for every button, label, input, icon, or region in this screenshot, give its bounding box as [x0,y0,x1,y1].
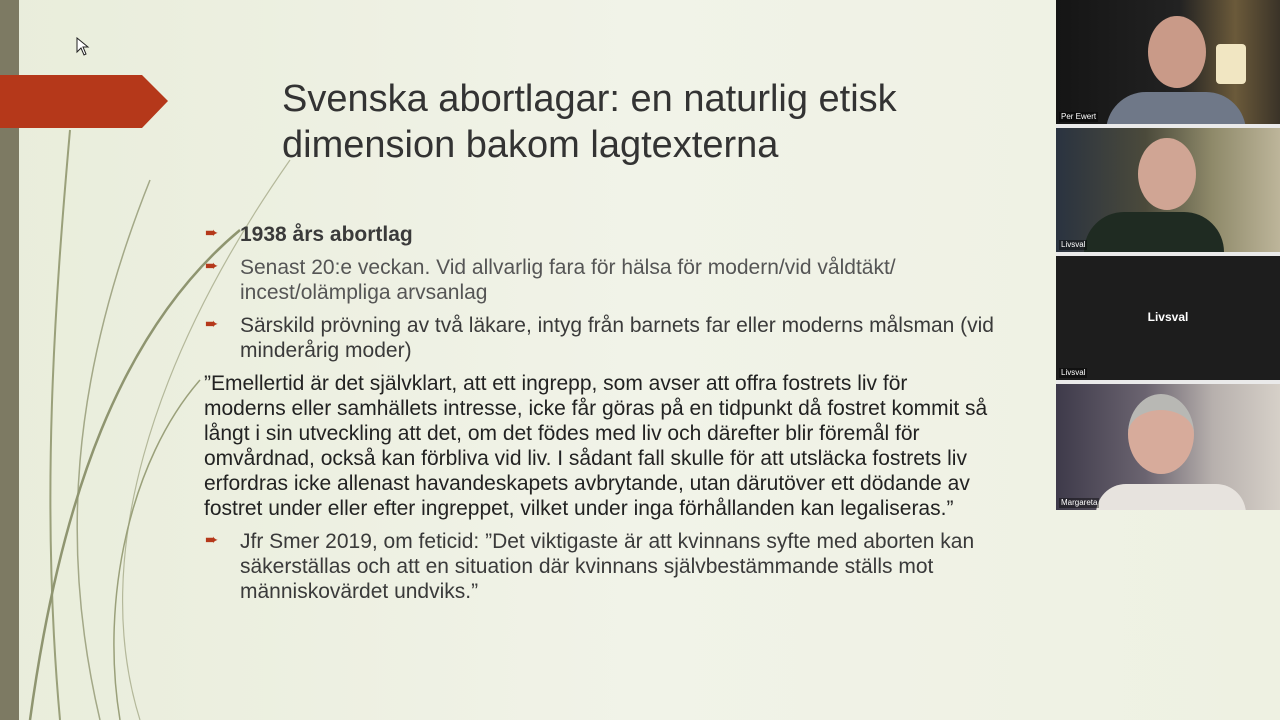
bullet-line: Särskild prövning av två läkare, intyg från barnets far eller moderns målsman (vid [240,314,994,337]
participant-tile[interactable] [1056,256,1280,380]
participant-name: Livsval [1061,240,1086,249]
participant-video [1128,394,1194,474]
bullet-line: Senast 20:e veckan. Vid allvarlig fara för hälsa för modern/vid våldtäkt/ [240,256,896,279]
quote-line: långt i sin utveckling att det, om det födes med liv och därefter blir föremål för [204,422,920,445]
title-arrow-shape [0,75,168,128]
quote-line: fostret under eller efter ingreppet, vilket under inga förhållanden kan legaliseras.” [204,497,954,520]
slide-title [282,76,1042,168]
bullet-item [204,529,1270,604]
participant-center-label: Livsval [1147,310,1189,324]
bullet-arrow-icon: ➨ [205,258,219,275]
participant-name: Margareta [1061,498,1098,507]
bullet-line: säkerställas och att en situation där kvinnans självbestämmande ställs mot [240,555,934,578]
participant-video [1148,16,1206,88]
quote-line: omvårdnad, också kan förbliva vid liv. I sådant fall skulle för att utsläcka fostrets liv [204,447,967,470]
participant-name: Per Ewert [1061,112,1097,121]
bullet-line: 1938 års abortlag [240,223,413,246]
quote-line: erfordras icke allenast havandeskapets avbrytande, utan därutöver ett dödande av [204,472,970,495]
participant-name: Livsval [1061,368,1086,377]
mouse-cursor-icon [76,37,90,57]
bullet-line: människovärdet undviks.” [240,580,479,603]
quote-line: ”Emellertid är det självklart, att ett ingrepp, som avser att offra fostrets liv för [204,372,908,395]
participant-video-body [1096,484,1246,510]
participant-tile[interactable] [1056,128,1280,252]
quote-line: moderns eller samhällets intresse, icke får göras på en tidpunkt då fostret kommit så [204,397,988,420]
bullet-arrow-icon: ➨ [205,532,219,549]
bullet-line: Jfr Smer 2019, om feticid: ”Det viktigaste är att kvinnans syfte med aborten kan [240,530,975,553]
title-line: dimension bakom lagtexterna [282,124,779,166]
bullet-line: minderårig moder) [240,339,412,362]
bullet-arrow-icon: ➨ [205,316,219,333]
bullet-line: incest/olämpliga arvsanlag [240,281,488,304]
title-line: Svenska abortlagar: en naturlig etisk [282,78,897,120]
participant-gallery [1056,0,1280,510]
participant-video-body [1084,212,1224,252]
participant-tile[interactable] [1056,384,1280,510]
participant-video-body [1106,92,1246,124]
participant-video [1138,138,1196,210]
bullet-arrow-icon: ➨ [205,225,219,242]
lamp [1216,44,1246,84]
participant-tile[interactable] [1056,0,1280,124]
